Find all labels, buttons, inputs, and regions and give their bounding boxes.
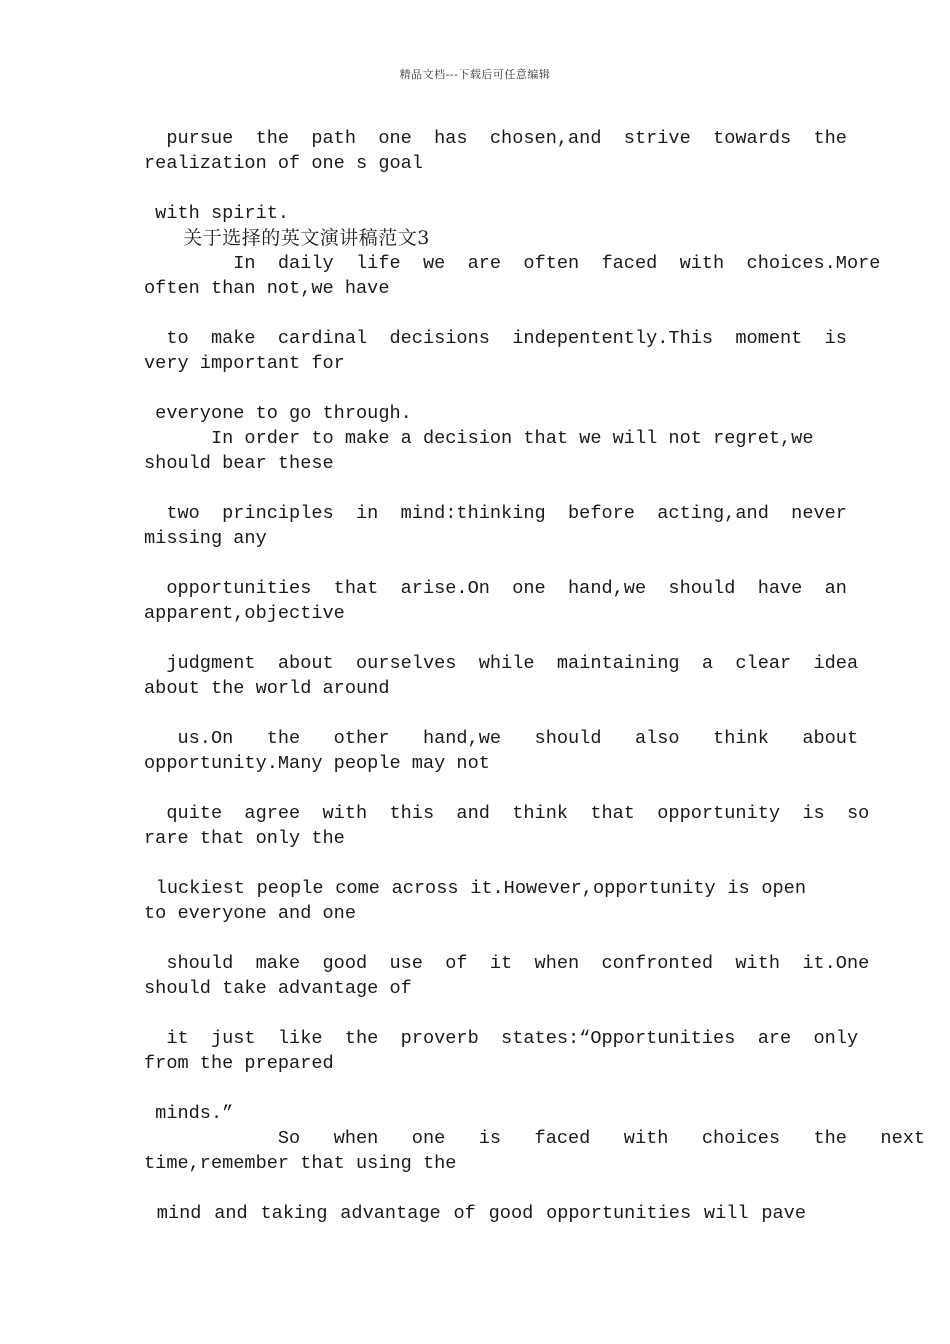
text-line: In order to make a decision that we will not regret,we bbox=[144, 428, 814, 449]
paragraph-gap bbox=[144, 926, 806, 951]
text-line: everyone to go through. bbox=[144, 403, 412, 424]
text-line: opportunity.Many people may not bbox=[144, 753, 490, 774]
paragraph-gap bbox=[144, 476, 806, 501]
text-line: time,remember that using the bbox=[144, 1153, 457, 1174]
text-line: apparent,objective bbox=[144, 603, 345, 624]
text-line: should make good use of it when confronted with it.One bbox=[144, 953, 870, 974]
text-line: opportunities that arise.On one hand,we should have an bbox=[144, 578, 847, 599]
paragraph-gap bbox=[144, 851, 806, 876]
text-line: to make cardinal decisions indepentently.This moment is bbox=[144, 328, 847, 349]
text-line: it just like the proverb states:“Opportunities are only bbox=[144, 1028, 859, 1049]
text-line: minds.” bbox=[144, 1103, 234, 1124]
paragraph-gap bbox=[144, 176, 806, 201]
text-line: very important for bbox=[144, 353, 345, 374]
text-line: us.On the other hand,we should also think about bbox=[144, 728, 859, 749]
paragraph-gap bbox=[144, 1076, 806, 1101]
paragraph-gap bbox=[144, 626, 806, 651]
text-line: pursue the path one has chosen,and strive towards the bbox=[144, 128, 847, 149]
paragraph-gap bbox=[144, 1176, 806, 1201]
text-line: So when one is faced with choices the next bbox=[144, 1128, 926, 1149]
text-line: should bear these bbox=[144, 453, 334, 474]
text-line: judgment about ourselves while maintaining a clear idea bbox=[144, 653, 859, 674]
text-line: In daily life we are often faced with choices.More bbox=[144, 253, 881, 274]
text-line: missing any bbox=[144, 528, 267, 549]
text-line: two principles in mind:thinking before acting,and never bbox=[144, 503, 847, 524]
page-header: 精品文档---下载后可任意编辑 bbox=[399, 68, 551, 81]
text-line: realization of one s goal bbox=[144, 153, 423, 174]
text-line: with spirit. bbox=[144, 203, 290, 224]
document-body bbox=[144, 126, 926, 1226]
text-line: to everyone and one bbox=[144, 903, 357, 924]
text-line: quite agree with this and think that opportunity is so bbox=[144, 803, 870, 824]
paragraph-gap bbox=[144, 551, 806, 576]
text-line: about the world around bbox=[144, 678, 390, 699]
text-line: from the prepared bbox=[144, 1053, 334, 1074]
text-line: rare that only the bbox=[144, 828, 345, 849]
paragraph-gap bbox=[144, 1001, 806, 1026]
paragraph-gap bbox=[144, 376, 806, 401]
paragraph-gap bbox=[144, 701, 806, 726]
text-line: mind and taking advantage of good opportunities will pave bbox=[144, 1203, 806, 1224]
paragraph-gap bbox=[144, 776, 806, 801]
section-heading: 关于选择的英文演讲稿范文3 bbox=[144, 227, 430, 249]
text-line: should take advantage of bbox=[144, 978, 412, 999]
text-line: luckiest people come across it.However,opportunity is open bbox=[144, 878, 806, 899]
text-line: often than not,we have bbox=[144, 278, 390, 299]
paragraph-gap bbox=[144, 301, 806, 326]
